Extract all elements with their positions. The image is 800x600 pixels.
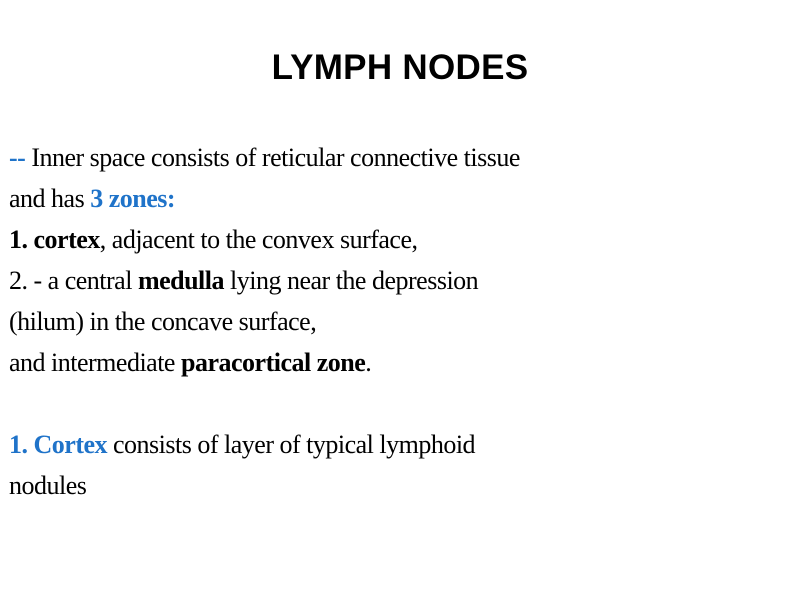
zones-highlight: 3 zones:	[90, 184, 176, 213]
cortex-highlight: 1. Cortex	[9, 430, 108, 459]
line-3-number: 1.	[9, 225, 34, 254]
line-7-rest: consists of layer of typical lymphoid	[107, 430, 476, 459]
text-line-1	[9, 137, 789, 178]
line-4-rest: lying near the depression	[224, 266, 479, 295]
text-line-7	[9, 424, 789, 465]
dash-marker: --	[9, 143, 26, 172]
line-6-prefix: and intermediate	[9, 348, 181, 377]
line-4-prefix: 2. - a central	[9, 266, 138, 295]
spacer	[9, 383, 789, 424]
text-line-2	[9, 178, 789, 219]
slide-title: LYMPH NODES	[271, 48, 529, 87]
line-5-text: (hilum) in the concave surface,	[9, 307, 317, 336]
line-3-rest: , adjacent to the convex surface,	[99, 225, 418, 254]
text-line-6	[9, 342, 789, 383]
text-line-5	[9, 301, 789, 342]
term-paracortical-zone: paracortical zone	[180, 348, 366, 377]
line-2-prefix: and has	[9, 184, 91, 213]
term-cortex: cortex	[33, 225, 100, 254]
line-1-text: Inner space consists of reticular connective tissue	[25, 143, 520, 172]
text-line-4	[9, 260, 789, 301]
term-medulla: medulla	[137, 266, 225, 295]
text-line-3	[9, 219, 789, 260]
line-8-text: nodules	[9, 471, 87, 500]
line-6-rest: .	[365, 348, 372, 377]
slide-body	[9, 137, 789, 506]
text-line-8	[9, 465, 789, 506]
